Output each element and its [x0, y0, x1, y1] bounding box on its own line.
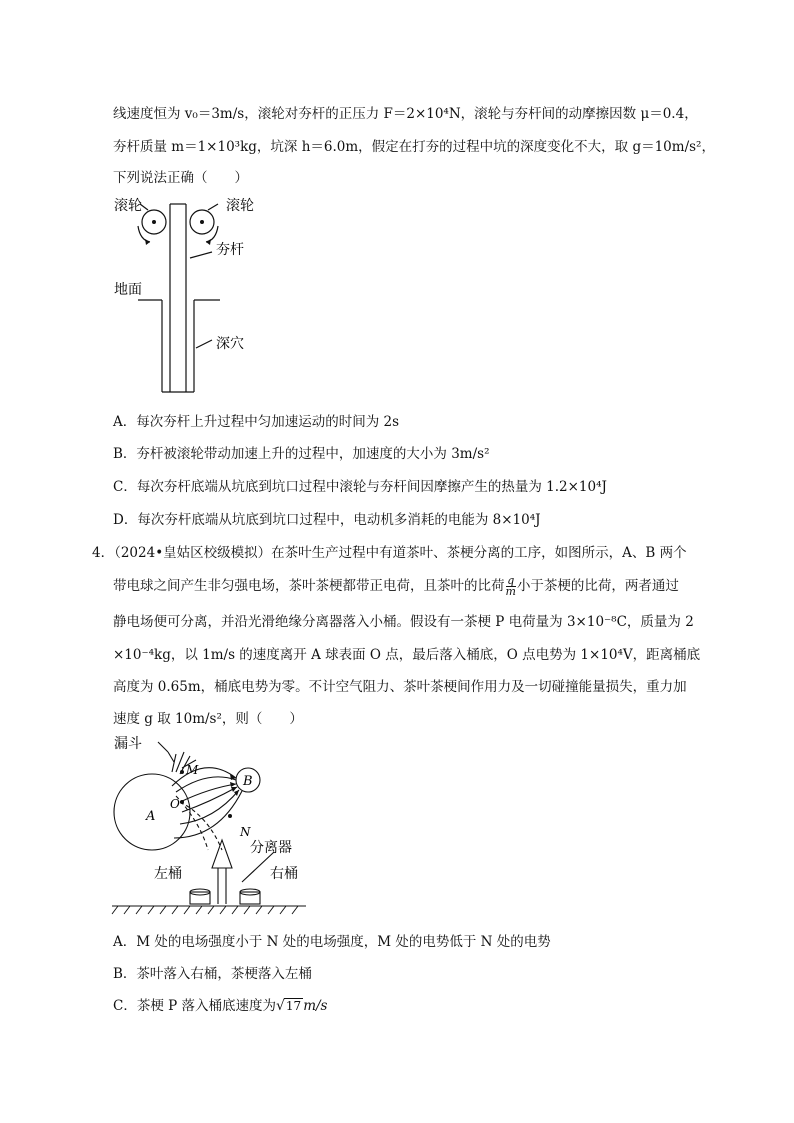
label-ball-b: B — [243, 774, 253, 789]
q3-option-c: C．每次夯杆底端从坑底到坑口过程中滚轮与夯杆间因摩擦产生的热量为 1.2×10⁴J — [113, 479, 607, 495]
q4-text-line-5: 高度为 0.65m，桶底电势为零。不计空气阻力、茶叶茶梗间作用力及一切碰撞能量损失，重力加 — [113, 679, 687, 695]
q4-text-line-6: 速度 g 取 10m/s²，则（ ） — [113, 711, 303, 727]
label-roller-right: 滚轮 — [226, 198, 254, 214]
q3-option-b: B．夯杆被滚轮带动加速上升的过程中，加速度的大小为 3m/s² — [113, 446, 490, 462]
q3-option-d: D．每次夯杆底端从坑底到坑口过程中，电动机多消耗的电能为 8×10⁴J — [113, 512, 541, 528]
q4-option-c: C．茶梗 P 落入桶底速度为√17 m/s — [113, 998, 328, 1014]
q4-option-a: A．M 处的电场强度小于 N 处的电场强度，M 处的电势低于 N 处的电势 — [113, 934, 551, 950]
label-ground: 地面 — [114, 282, 142, 298]
label-point-o: O — [170, 797, 180, 811]
figure-tea-separator — [110, 732, 310, 917]
q3-option-a: A．每次夯杆上升过程中匀加速运动的时间为 2s — [113, 414, 400, 430]
label-rod: 夯杆 — [216, 242, 244, 258]
q4-text-line-3: 静电场便可分离，并沿光滑绝缘分离器落入小桶。假设有一茶梗 P 电荷量为 3×10⁻⁸C，质量为 2 — [113, 614, 694, 630]
q3-text-line-1: 线速度恒为 v₀＝3m/s，滚轮对夯杆的正压力 F＝2×10⁴N，滚轮与夯杆间的动摩擦因数 μ＝0.4， — [113, 106, 698, 122]
q4-text-line-1: 4．（2024•皇姑区校级模拟）在茶叶生产过程中有道茶叶、茶梗分离的工序，如图所示，A、B 两个 — [92, 545, 687, 561]
q4-text-line-4: ×10⁻⁴kg，以 1m/s 的速度离开 A 球表面 O 点，最后落入桶底，O 点电势为 1×10⁴V，距离桶底 — [113, 647, 701, 663]
q4-option-b: B．茶叶落入右桶，茶梗落入左桶 — [113, 966, 312, 982]
label-point-m: M — [186, 763, 199, 777]
label-funnel: 漏斗 — [114, 736, 142, 752]
label-pit: 深穴 — [216, 336, 244, 352]
q3-text-line-2: 夯杆质量 m＝1×10³kg，坑深 h＝6.0m，假定在打夯的过程中坑的深度变化不大，取 g＝10m/s²， — [113, 139, 715, 155]
q4-text-line-2: 带电球之间产生非匀强电场，茶叶茶梗都带正电荷，且茶叶的比荷 $\frac{q}{m}$ 小于茶梗的比荷，两者通过 — [113, 574, 679, 598]
sqrt-radicand: 17 — [285, 999, 302, 1013]
label-right-bucket: 右桶 — [270, 866, 298, 882]
charge-mass-ratio: $\frac{q}{m}$ — [505, 574, 516, 598]
figure-ramming-rod — [108, 190, 288, 400]
q3-text-line-3: 下列说法正确（ ） — [113, 170, 248, 186]
label-left-bucket: 左桶 — [154, 866, 182, 882]
label-point-n: N — [240, 825, 251, 839]
label-ball-a: A — [146, 809, 156, 824]
label-roller-left: 滚轮 — [114, 198, 142, 214]
label-separator: 分离器 — [250, 840, 292, 856]
